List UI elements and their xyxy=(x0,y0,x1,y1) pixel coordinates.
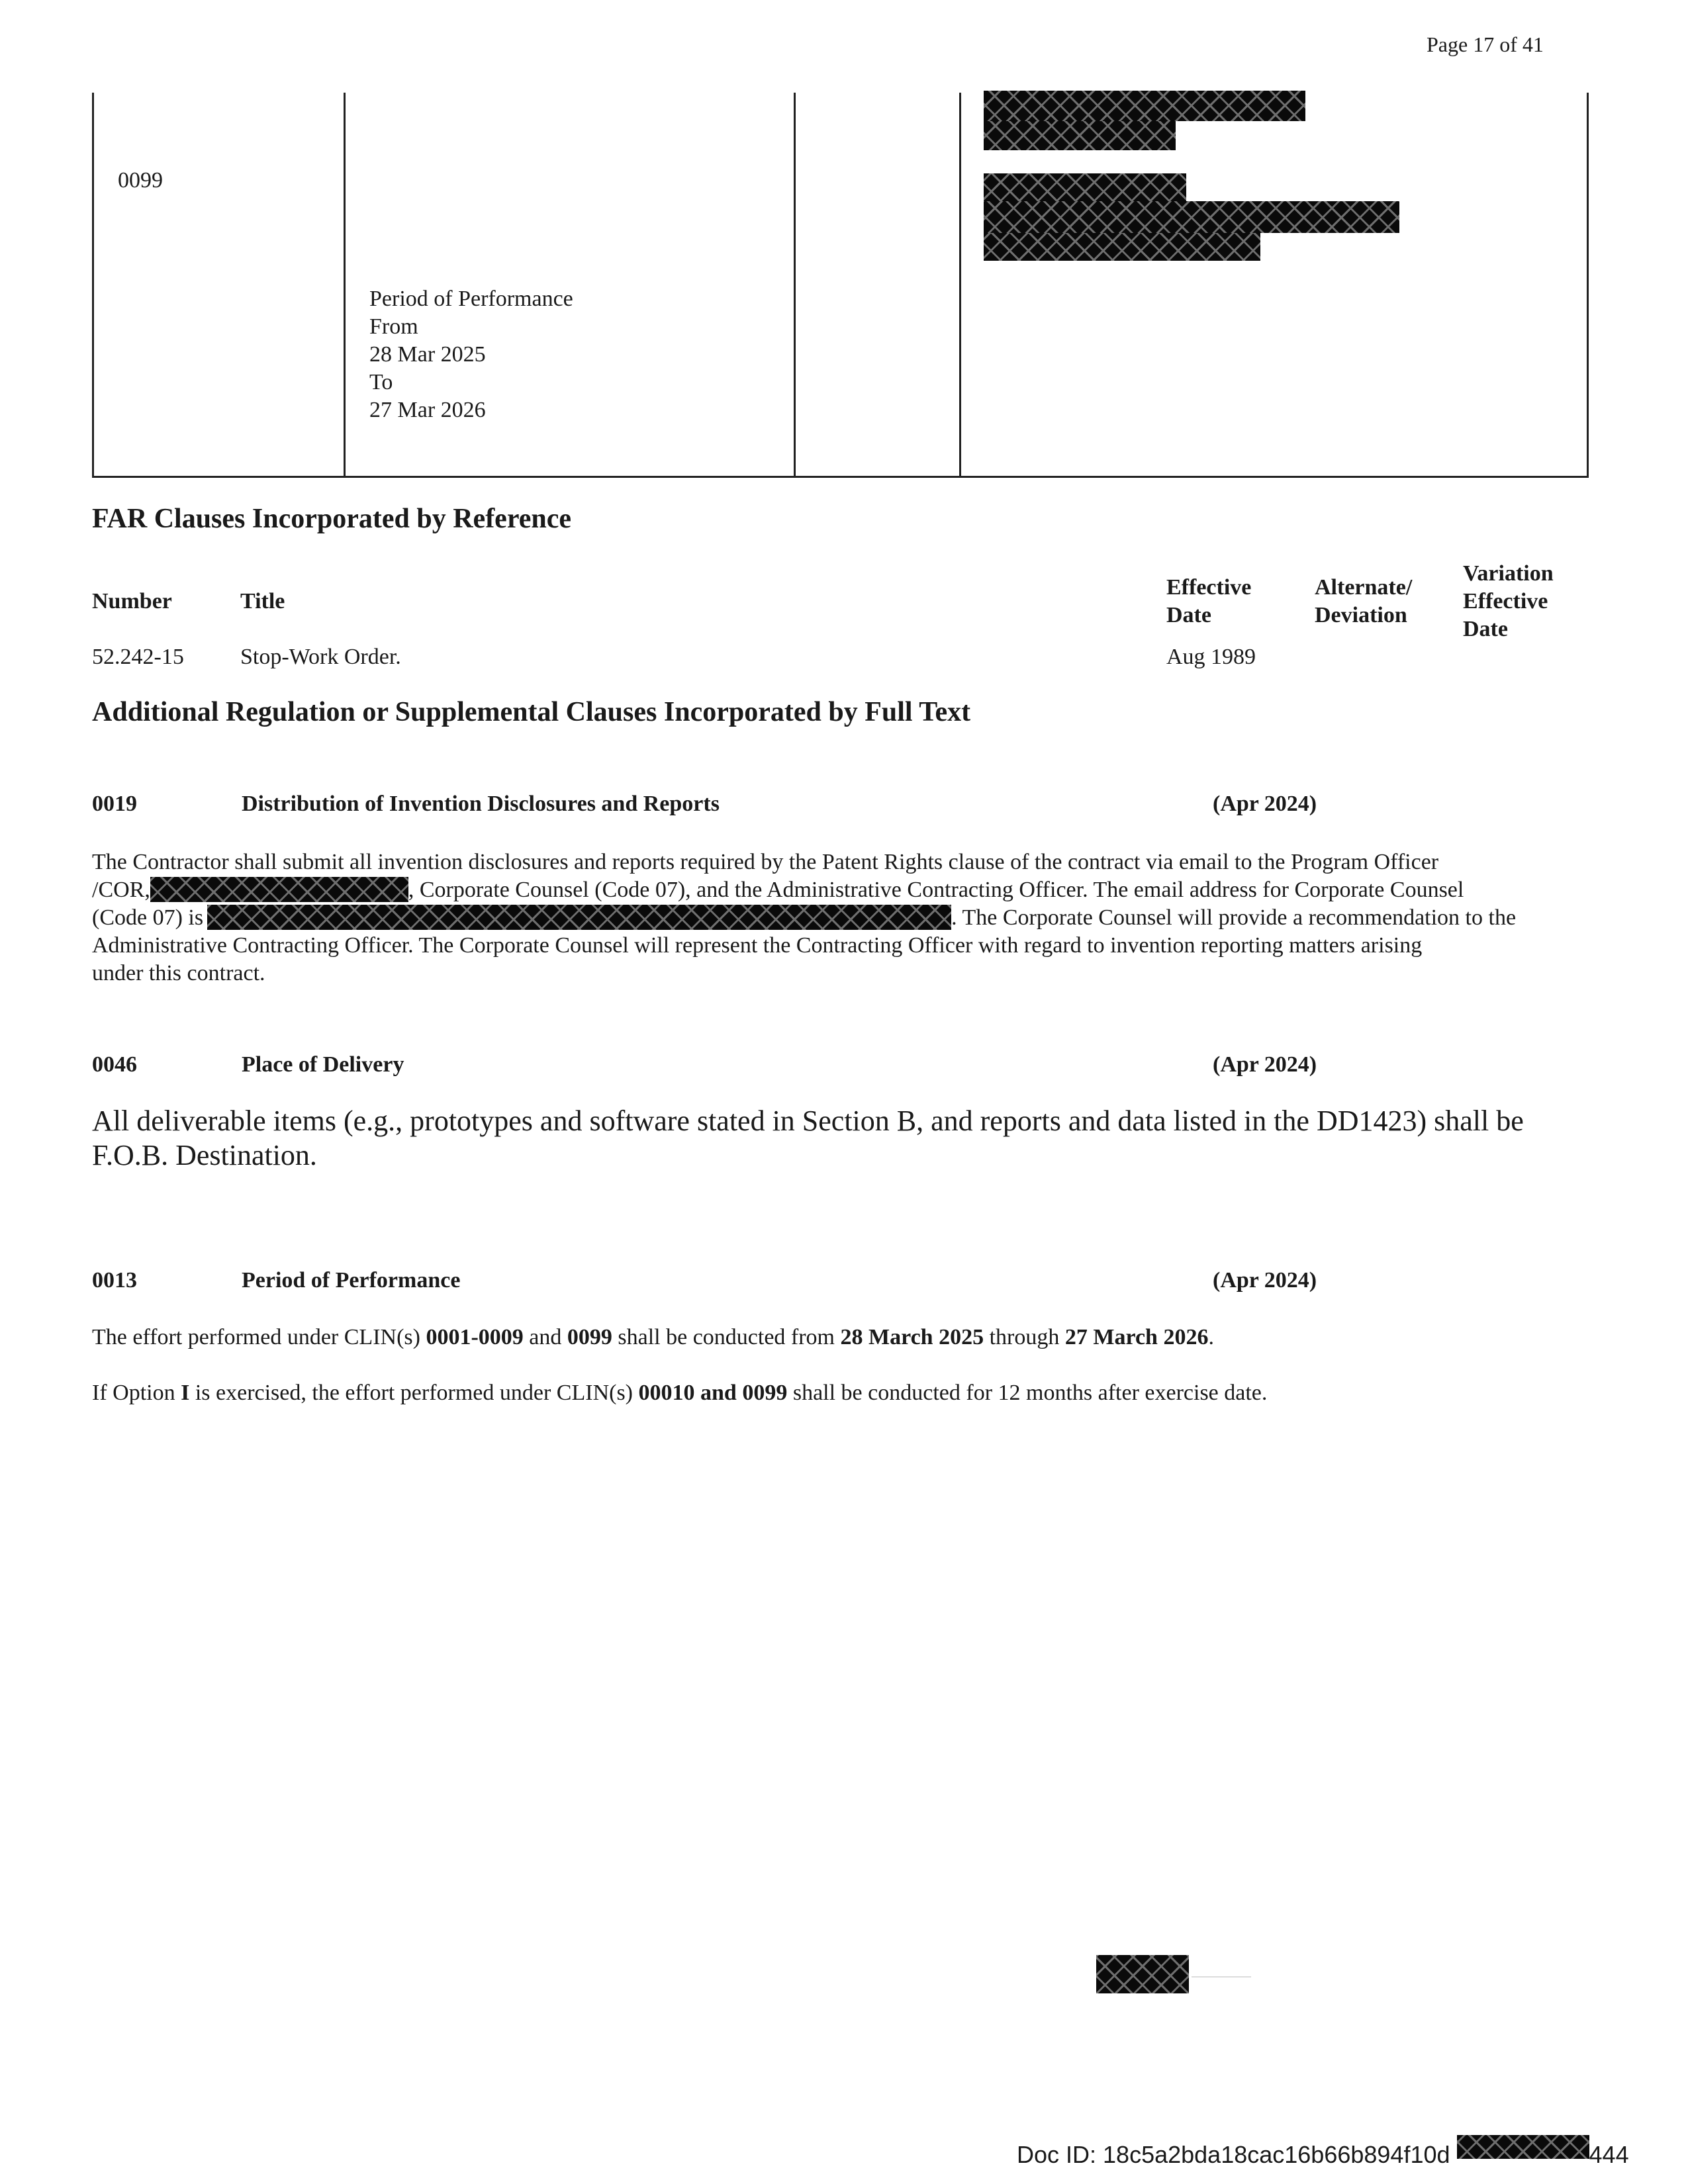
clause-paragraph: If Option I is exercised, the effort performed under CLIN(s) 00010 and 0099 shall be conducted for 12 months after exercise date. xyxy=(92,1381,1268,1405)
clause-number: 0046 xyxy=(92,1052,137,1077)
clause-title: Stop-Work Order. xyxy=(240,645,401,669)
table-border-left xyxy=(92,93,94,478)
redaction-box xyxy=(984,121,1176,150)
col-header-alternate: Alternate/ Deviation xyxy=(1315,575,1413,627)
clause-paragraph: The effort performed under CLIN(s) 0001-0009 and 0099 shall be conducted from 28 March 2025 through 27 March 2026. xyxy=(92,1325,1214,1349)
period-of-performance-block xyxy=(369,285,573,424)
table-divider xyxy=(959,93,961,478)
pop-from-date: 28 Mar 2025 xyxy=(369,342,486,367)
pop-to-date: 27 Mar 2026 xyxy=(369,398,486,422)
table-divider xyxy=(794,93,796,478)
redaction-box xyxy=(984,173,1186,201)
paragraph-line: Administrative Contracting Officer. The Corporate Counsel will represent the Contracting Officer with regard to invention reporting matters arising xyxy=(92,933,1423,958)
clin-item-number: 0099 xyxy=(118,168,163,193)
clause-number: 0013 xyxy=(92,1268,137,1293)
redaction-box xyxy=(207,905,951,930)
redaction-box xyxy=(984,91,1305,121)
redaction-box xyxy=(984,233,1260,261)
paragraph-line: The Contractor shall submit all invention disclosures and reports required by the Patent Rights clause of the contract via email to the Program Officer xyxy=(92,850,1439,874)
page-number: Page 17 of 41 xyxy=(1427,32,1544,56)
pop-from-label: From xyxy=(369,314,418,339)
clause-title: Period of Performance xyxy=(242,1268,461,1293)
paragraph-line: (Code 07) is . The Corporate Counsel will provide a recommendation to the xyxy=(92,905,1517,930)
col-header-effective-date: Effective Date xyxy=(1166,575,1252,627)
clause-number: 52.242-15 xyxy=(92,645,184,669)
clause-date: (Apr 2024) xyxy=(1213,792,1317,816)
redaction-box xyxy=(984,201,1399,233)
clause-date: (Apr 2024) xyxy=(1213,1268,1317,1293)
doc-id-footer: Doc ID: 18c5a2bda18cac16b66b894f10d 444 xyxy=(1017,2135,1629,2169)
col-header-title: Title xyxy=(240,589,285,614)
pop-to-label: To xyxy=(369,370,393,394)
paragraph-line: /COR, , Corporate Counsel (Code 07), and the Administrative Contracting Officer. The email address for Corporate Counsel xyxy=(92,878,1464,902)
clause-title: Place of Delivery xyxy=(242,1052,404,1077)
table-border-bottom xyxy=(92,476,1589,478)
redaction-box xyxy=(150,877,408,902)
table-divider xyxy=(344,93,346,478)
pop-label: Period of Performance xyxy=(369,287,573,311)
col-header-number: Number xyxy=(92,589,172,614)
signature-redaction xyxy=(1096,1955,1189,1993)
clause-effective-date: Aug 1989 xyxy=(1166,645,1256,669)
col-header-variation: Variation Effective Date xyxy=(1463,561,1554,641)
paragraph-line: under this contract. xyxy=(92,961,265,985)
clause-text: All deliverable items (e.g., prototypes and software stated in Section B, and reports and data listed in the DD1423) shall be F.O.B. Destination. xyxy=(92,1105,1524,1171)
table-border-right xyxy=(1587,93,1589,478)
clause-date: (Apr 2024) xyxy=(1213,1052,1317,1077)
additional-clauses-heading: Additional Regulation or Supplemental Clauses Incorporated by Full Text xyxy=(92,697,971,727)
far-section-heading: FAR Clauses Incorporated by Reference xyxy=(92,504,571,534)
redaction-box xyxy=(1457,2135,1589,2159)
clause-title: Distribution of Invention Disclosures and Reports xyxy=(242,792,720,816)
signature-line xyxy=(1192,1976,1251,1978)
clause-number: 0019 xyxy=(92,792,137,816)
